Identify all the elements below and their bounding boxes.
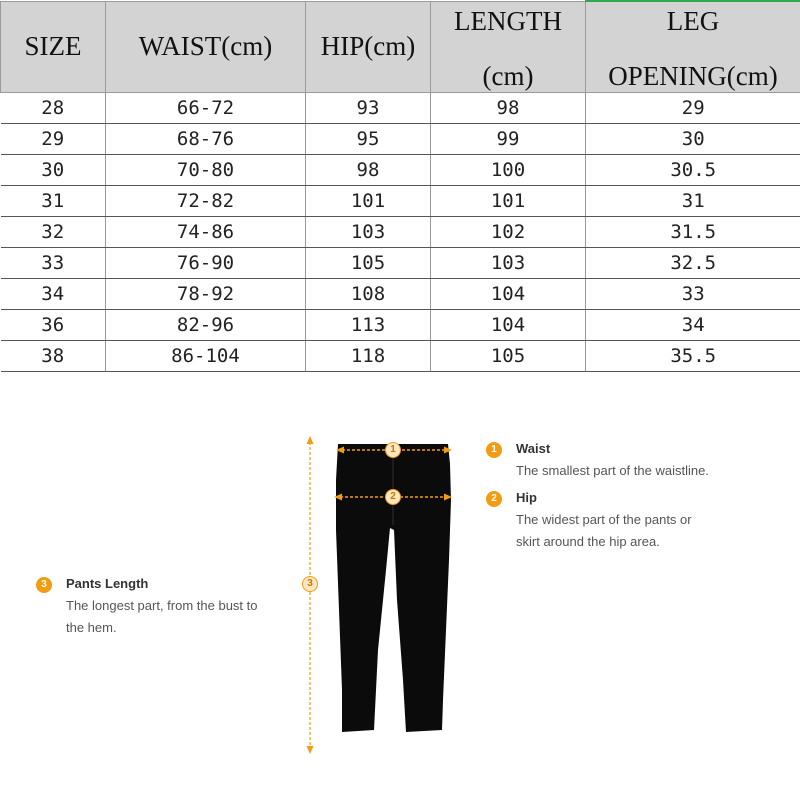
cell-waist: 78-92 [106, 279, 306, 310]
length-legend-desc-line1: The longest part, from the bust to [66, 598, 258, 613]
measurement-guide [0, 430, 800, 800]
hip-legend-badge: 2 [486, 491, 502, 507]
length-legend-title: Pants Length [66, 576, 149, 591]
length-arrow [307, 436, 314, 754]
table-row [1, 341, 800, 372]
length-legend-badge: 3 [36, 577, 52, 593]
table-row [1, 93, 800, 124]
hip-legend-desc-line1: The widest part of the pants or [516, 512, 692, 527]
table-row [1, 124, 800, 155]
cell-leg: 29 [586, 93, 800, 124]
cell-leg: 32.5 [586, 248, 800, 279]
header-length [431, 1, 586, 93]
cell-length: 100 [431, 155, 586, 186]
cell-waist: 70-80 [106, 155, 306, 186]
cell-size: 33 [1, 248, 106, 279]
cell-hip: 108 [306, 279, 431, 310]
cell-hip: 113 [306, 310, 431, 341]
cell-length: 99 [431, 124, 586, 155]
cell-hip: 103 [306, 217, 431, 248]
cell-size: 32 [1, 217, 106, 248]
hip-legend-title: Hip [516, 490, 537, 505]
cell-size: 34 [1, 279, 106, 310]
cell-waist: 76-90 [106, 248, 306, 279]
cell-hip: 105 [306, 248, 431, 279]
table-row [1, 155, 800, 186]
cell-size: 29 [1, 124, 106, 155]
cell-length: 103 [431, 248, 586, 279]
cell-leg: 30 [586, 124, 800, 155]
header-leg-line1: LEG [666, 6, 720, 36]
table-header-row [1, 1, 800, 93]
header-length-line2: (cm) [482, 60, 534, 91]
cell-leg: 31 [586, 186, 800, 217]
cell-leg: 30.5 [586, 155, 800, 186]
table-row [1, 217, 800, 248]
cell-waist: 82-96 [106, 310, 306, 341]
header-leg-opening [586, 1, 800, 93]
table-row [1, 248, 800, 279]
header-length-line1: LENGTH [454, 5, 562, 36]
header-size: SIZE [1, 1, 106, 93]
cell-waist: 72-82 [106, 186, 306, 217]
length-legend-desc-line2: the hem. [66, 620, 117, 635]
cell-size: 30 [1, 155, 106, 186]
table-row [1, 310, 800, 341]
table-row [1, 186, 800, 217]
waist-legend-desc: The smallest part of the waistline. [516, 463, 709, 478]
cell-waist: 68-76 [106, 124, 306, 155]
waist-marker-badge: 1 [385, 442, 401, 458]
header-hip: HIP(cm) [306, 1, 431, 93]
header-leg-line2: OPENING(cm) [608, 61, 778, 91]
pants-illustration [290, 430, 460, 760]
header-waist: WAIST(cm) [106, 1, 306, 93]
cell-leg: 34 [586, 310, 800, 341]
size-table [0, 0, 800, 372]
cell-waist: 74-86 [106, 217, 306, 248]
cell-length: 101 [431, 186, 586, 217]
cell-hip: 95 [306, 124, 431, 155]
waist-legend-badge: 1 [486, 442, 502, 458]
cell-length: 105 [431, 341, 586, 372]
cell-hip: 98 [306, 155, 431, 186]
cell-hip: 101 [306, 186, 431, 217]
cell-waist: 86-104 [106, 341, 306, 372]
hip-marker-badge: 2 [385, 489, 401, 505]
cell-waist: 66-72 [106, 93, 306, 124]
cell-size: 31 [1, 186, 106, 217]
cell-length: 102 [431, 217, 586, 248]
cell-leg: 33 [586, 279, 800, 310]
cell-size: 38 [1, 341, 106, 372]
hip-legend-desc-line2: skirt around the hip area. [516, 534, 660, 549]
cell-length: 104 [431, 279, 586, 310]
waist-legend-title: Waist [516, 441, 551, 456]
cell-size: 36 [1, 310, 106, 341]
cell-length: 98 [431, 93, 586, 124]
table-row [1, 279, 800, 310]
cell-hip: 93 [306, 93, 431, 124]
cell-hip: 118 [306, 341, 431, 372]
cell-length: 104 [431, 310, 586, 341]
cell-leg: 31.5 [586, 217, 800, 248]
cell-leg: 35.5 [586, 341, 800, 372]
length-marker-badge: 3 [302, 576, 318, 592]
cell-size: 28 [1, 93, 106, 124]
